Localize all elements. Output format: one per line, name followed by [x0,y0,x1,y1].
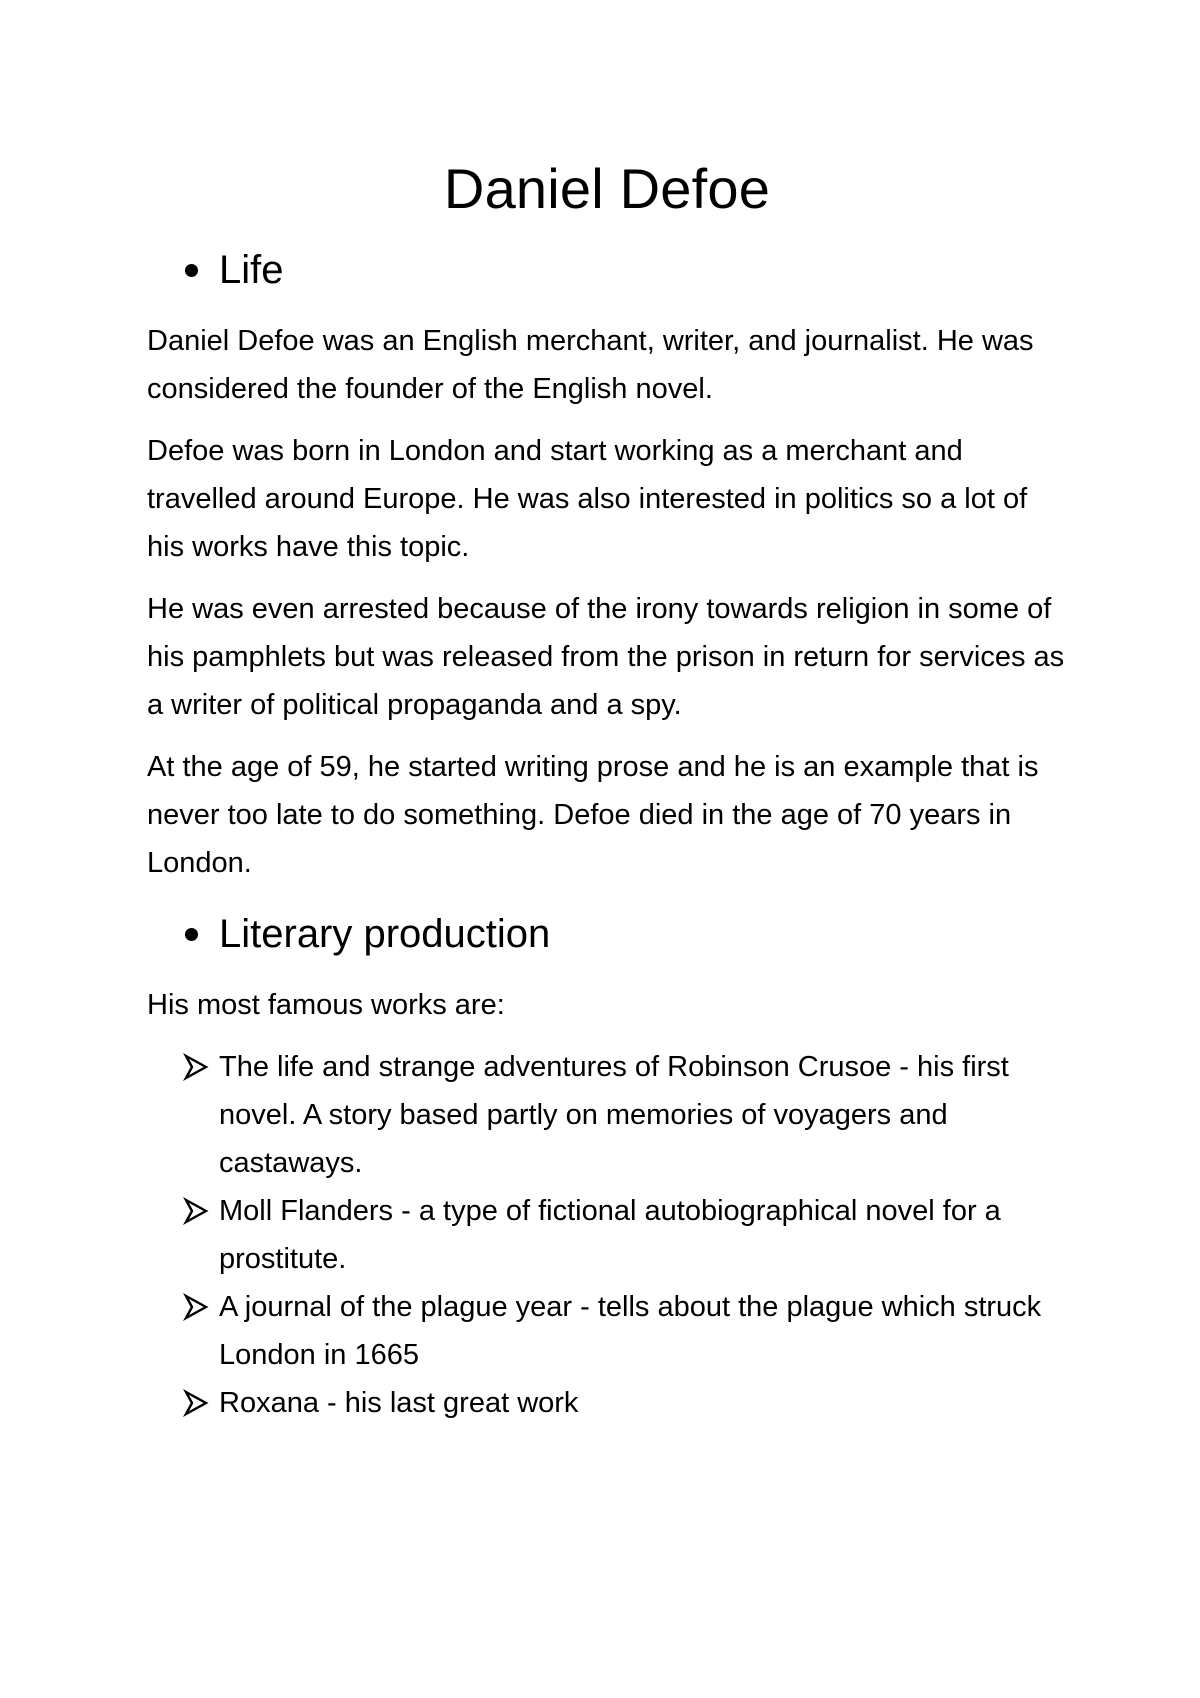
work-title: The life and strange adventures of Robinson Crusoe - his first novel. A story based partly on memories of voyagers and castaways. [219,1051,1009,1179]
arrow-head-icon [183,1389,209,1417]
filled-circle-icon [185,928,198,941]
life-paragraph: Daniel Defoe was an English merchant, writer, and journalist. He was considered the founder of the English novel. [147,325,1034,405]
work-list-item [147,1379,1067,1427]
section-heading-label: Literary production [219,912,551,956]
document-title: Daniel Defoe [443,157,771,220]
arrow-head-icon [183,1197,209,1225]
work-title: Moll Flanders - a type of fictional autobiographical novel for a prostitute. [219,1195,1001,1275]
section-heading-literary-production [147,909,1067,959]
life-paragraph: At the age of 59, he started writing prose and he is an example that is never too late to do something. Defoe died in the age of 70 years in London. [147,751,1039,879]
arrow-head-icon [183,1293,209,1321]
works-intro: His most famous works are: [147,989,505,1021]
section-heading-label: Life [219,248,284,292]
spacer [147,901,1067,909]
work-title: A journal of the plague year - tells about the plague which struck London in 1665 [219,1291,1042,1371]
works-list [147,1043,1067,1427]
work-list-item [147,1043,1067,1187]
arrow-head-icon [183,1053,209,1081]
document-content [147,155,1067,1427]
life-paragraph: Defoe was born in London and start working as a merchant and travelled around Europe. He was also interested in politics so a lot of his works have this topic. [147,435,1028,563]
filled-circle-icon [185,264,198,277]
work-list-item [147,1187,1067,1283]
life-paragraph: He was even arrested because of the irony towards religion in some of his pamphlets but was released from the prison in return for services as a writer of political propaganda and a spy. [147,593,1065,721]
work-list-item [147,1283,1067,1379]
section-heading-life [147,245,1067,295]
work-title: Roxana - his last great work [219,1387,579,1419]
